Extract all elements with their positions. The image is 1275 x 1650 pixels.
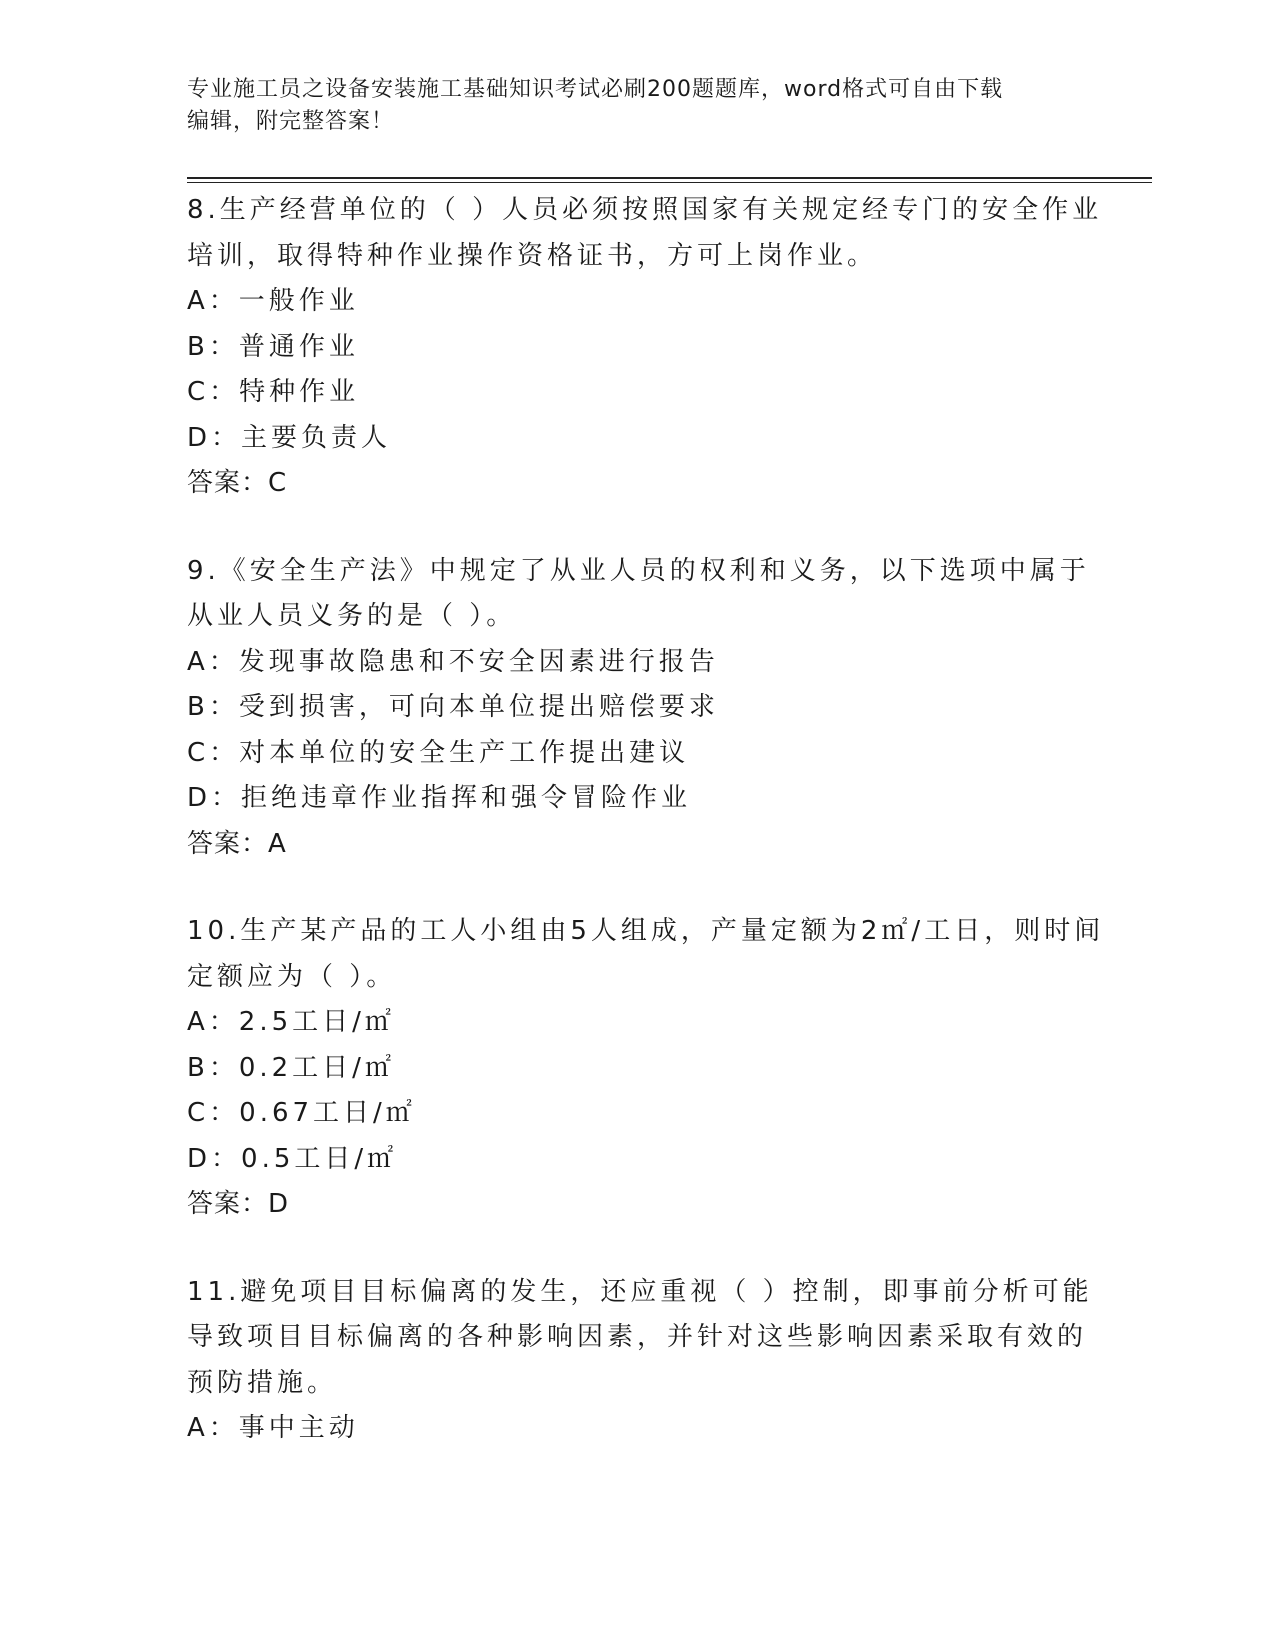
question-stem-line: 8.生产经营单位的（ ）人员必须按照国家有关规定经专门的安全作业 — [187, 195, 1103, 225]
option-a: A：一般作业 — [187, 286, 359, 316]
answer-line: 答案：A — [187, 828, 287, 859]
answer-line: 答案：D — [187, 1189, 290, 1219]
question-stem-line: 导致项目目标偏离的各种影响因素，并针对这些影响因素采取有效的 — [187, 1322, 1088, 1352]
question-stem-line: 从业人员义务的是（ ）。 — [187, 601, 517, 631]
question-stem-line: 预防措施。 — [187, 1367, 338, 1398]
option-b: B：受到损害，可向本单位提出赔偿要求 — [187, 692, 719, 722]
question-stem-line: 11.避免项目目标偏离的发生，还应重视（ ）控制，即事前分析可能 — [187, 1276, 1093, 1307]
option-b: B：0.2工日/㎡ — [187, 1052, 395, 1083]
header-line-1: 专业施工员之设备安装施工基础知识考试必刷200题题库，word格式可自由下载 — [187, 77, 1004, 102]
question-stem-line: 10.生产某产品的工人小组由5人组成，产量定额为2㎡/工日，则时间 — [187, 916, 1105, 946]
question-9 — [187, 549, 1152, 868]
question-10 — [187, 909, 1152, 1228]
header-rule-thin — [187, 182, 1152, 183]
option-c: C：0.67工日/㎡ — [187, 1098, 416, 1128]
option-a: A：2.5工日/㎡ — [187, 1007, 395, 1037]
question-stem-line: 定额应为（ ）。 — [187, 961, 397, 992]
document-header — [187, 74, 1067, 138]
option-d: D：拒绝违章作业指挥和强令冒险作业 — [187, 783, 692, 813]
question-11 — [187, 1270, 1152, 1452]
answer-line: 答案：C — [187, 468, 288, 498]
option-a: A：事中主动 — [187, 1413, 359, 1443]
option-b: B：普通作业 — [187, 331, 359, 362]
question-8 — [187, 188, 1152, 507]
question-list — [187, 188, 1152, 1494]
header-line-2: 编辑，附完整答案！ — [187, 109, 395, 134]
question-stem-line: 培训，取得特种作业操作资格证书，方可上岗作业。 — [187, 240, 878, 271]
option-d: D：主要负责人 — [187, 422, 392, 453]
header-rule-thick — [187, 177, 1152, 179]
option-c: C：特种作业 — [187, 377, 360, 407]
option-c: C：对本单位的安全生产工作提出建议 — [187, 737, 690, 768]
question-stem-line: 9.《安全生产法》中规定了从业人员的权利和义务，以下选项中属于 — [187, 555, 1090, 586]
option-d: D：0.5工日/㎡ — [187, 1143, 398, 1174]
option-a: A：发现事故隐患和不安全因素进行报告 — [187, 646, 719, 677]
